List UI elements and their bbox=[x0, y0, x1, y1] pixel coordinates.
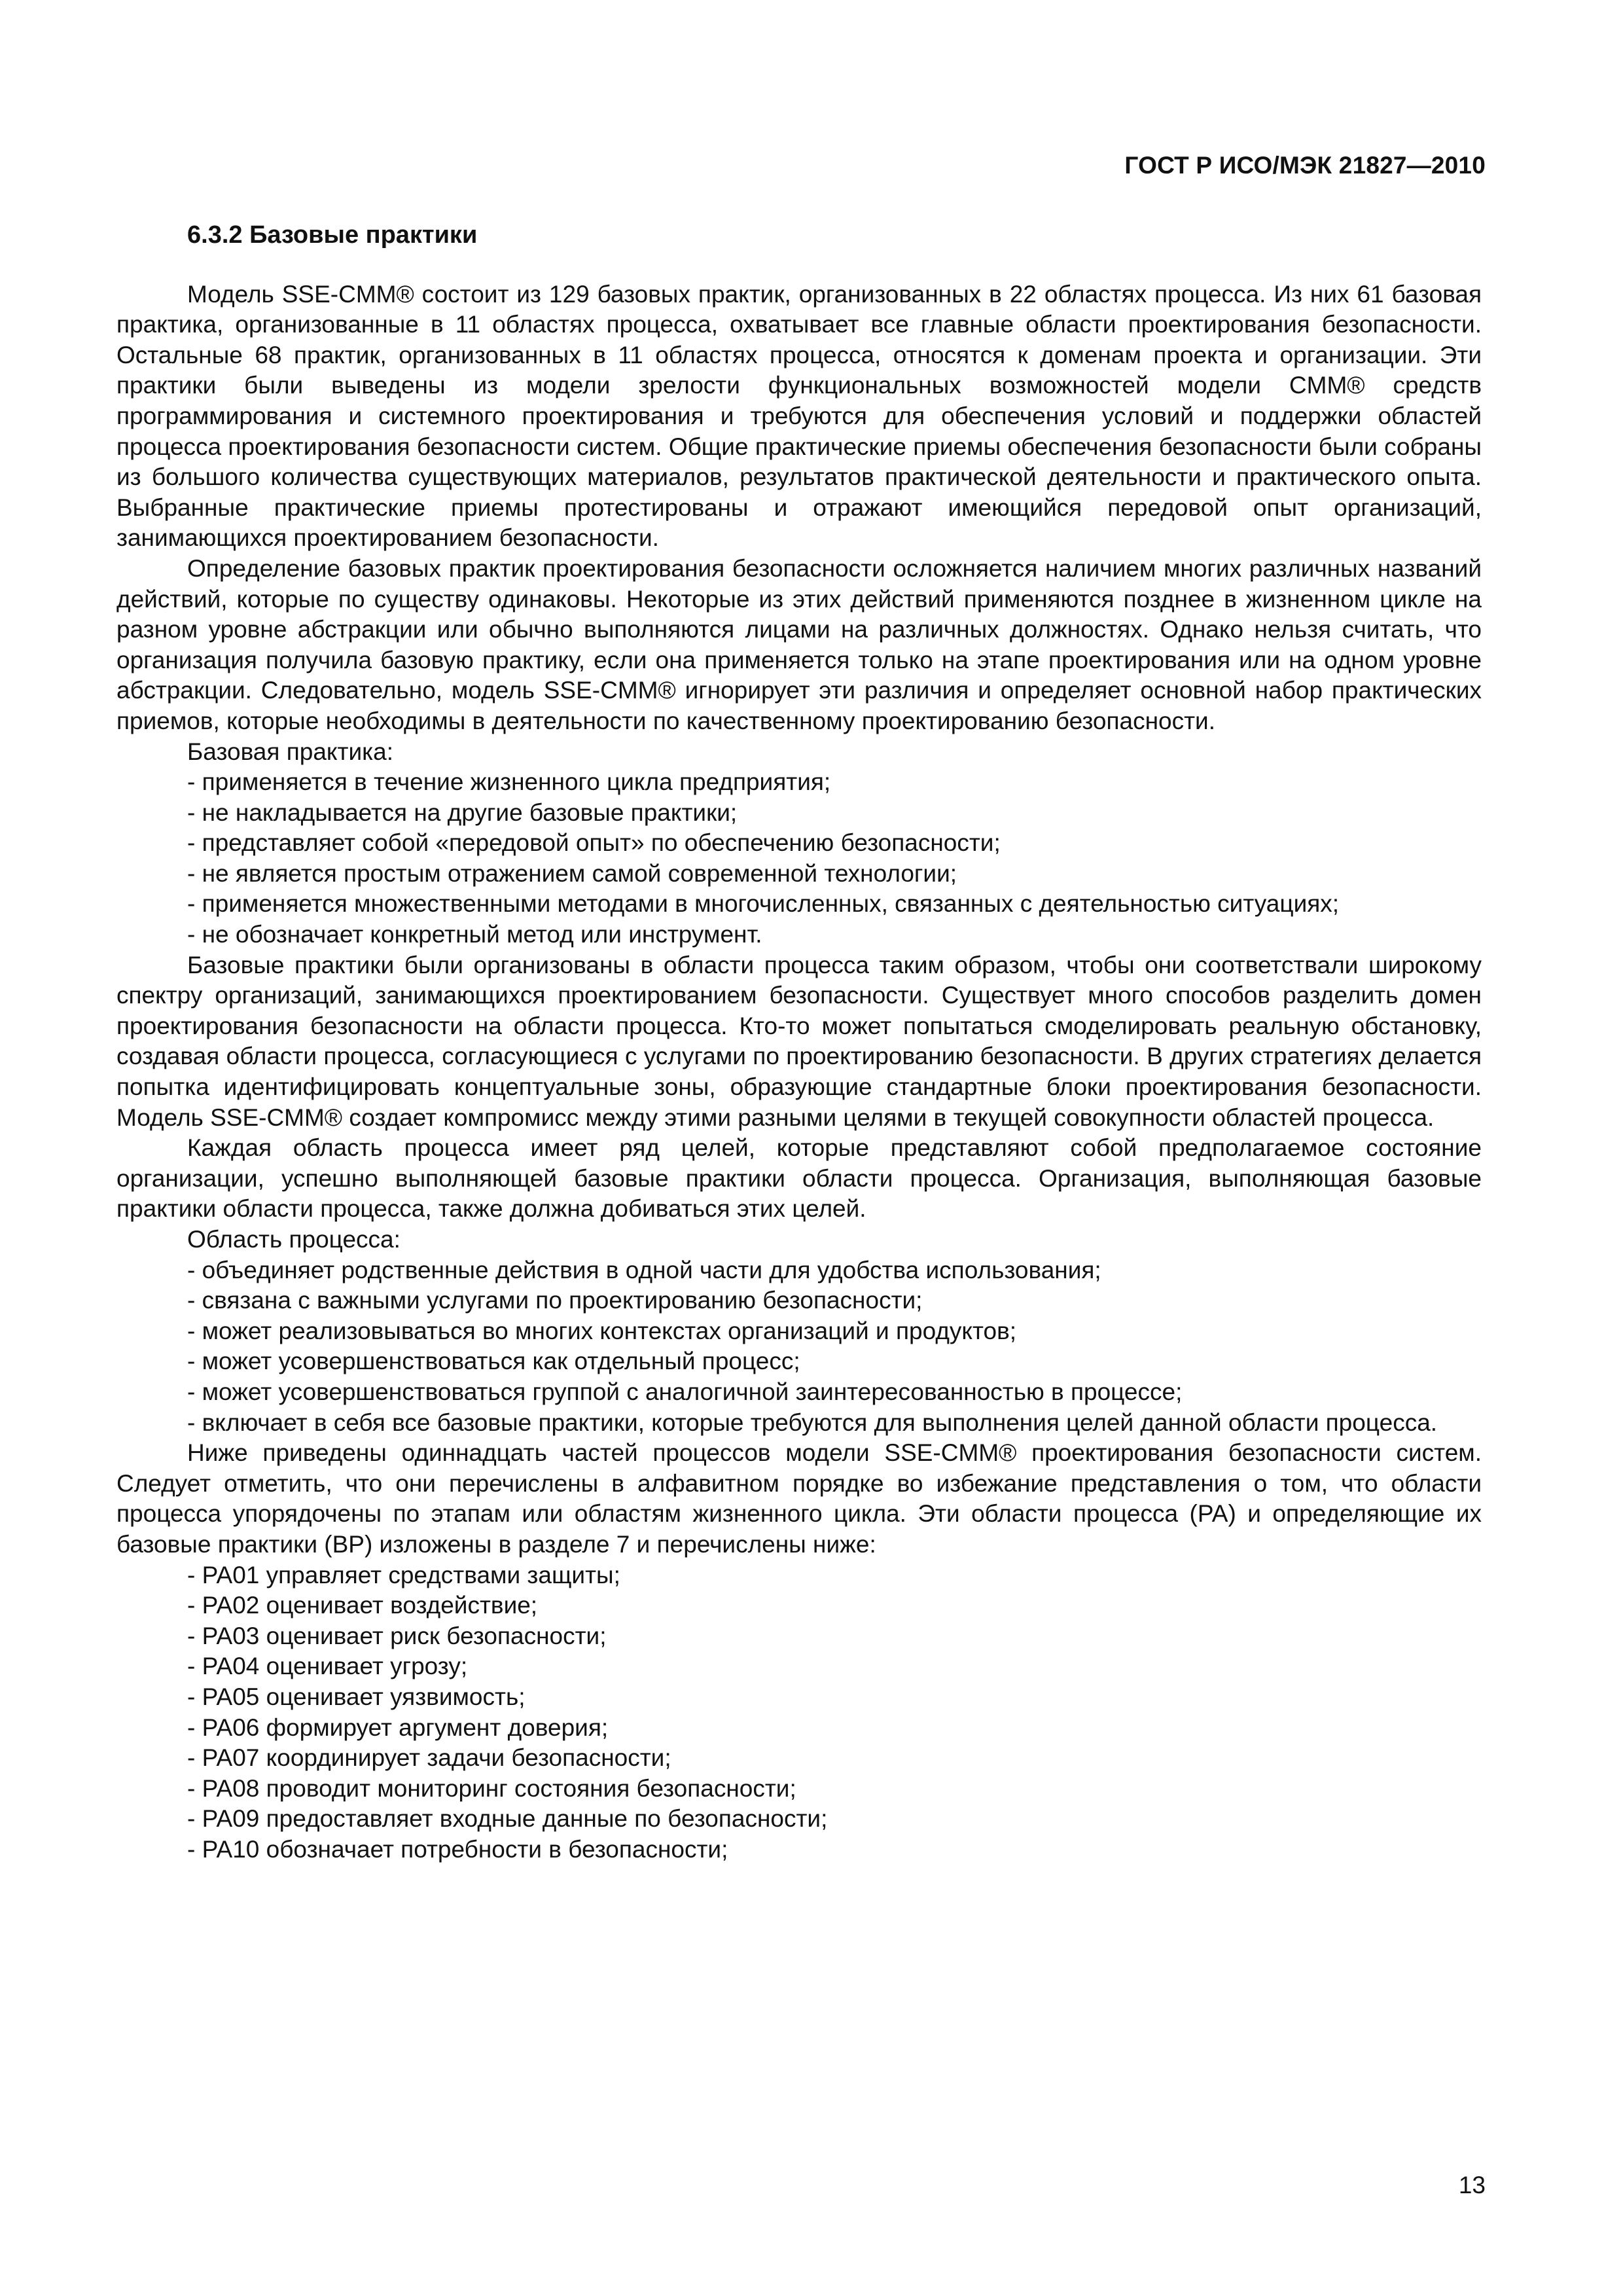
list-item: - объединяет родственные действия в одной части для удобства использования; bbox=[187, 1256, 1101, 1283]
list-item: - PA06 формирует аргумент доверия; bbox=[187, 1713, 609, 1741]
paragraph: Базовые практики были организованы в области процесса таким образом, чтобы они соответствали широкому спектру организаций, занимающихся проектированием безопасности. Существует много способов разделить домен проектирования безопасности на области процесса. Кто-то может попытаться смоделировать реальную обстановку, создавая области процесса, согласующиеся с услугами по проектированию безопасности. В других стратегиях делается попытка идентифицировать концептуальные зоны, образующие стандартные блоки проектирования безопасности. Модель SSE-CMM® создает компромисс между этими разными целями в текущей совокупности областей процесса. bbox=[116, 951, 1482, 1131]
list-intro: Базовая практика: bbox=[187, 738, 393, 765]
list-item: - может усовершенствоваться группой с аналогичной заинтересованностью в процессе; bbox=[187, 1378, 1183, 1405]
paragraph: Модель SSE-CMM® состоит из 129 базовых практик, организованных в 22 областях процесса. Из них 61 базовая практика, организованные в 11 областях процесса, охватывает все главные области проектирования безопасности. Остальные 68 практик, организованных в 11 областях процесса, относятся к доменам проекта и организации. Эти практики были выведены из модели зрелости функциональных возможностей модели CMM® средств программирования и системного проектирования и требуются для обеспечения условий и поддержки областей процесса проектирования безопасности систем. Общие практические приемы обеспечения безопасности были собраны из большого количества существующих материалов, результатов практической деятельности и практического опыта. Выбранные практические приемы протестированы и отражают имеющийся передовой опыт организаций, занимающихся проектированием безопасности. bbox=[116, 280, 1482, 552]
paragraph: Ниже приведены одиннадцать частей процессов модели SSE-CMM® проектирования безопасности систем. Следует отметить, что они перечислены в алфавитном порядке во избежание представления о том, что области процесса упорядочены по этапам или областям жизненного цикла. Эти области процесса (PA) и определяющие их базовые практики (BP) изложены в разделе 7 и перечислены ниже: bbox=[116, 1439, 1482, 1558]
list-item: - PA05 оценивает уязвимость; bbox=[187, 1683, 526, 1710]
process-area-list bbox=[116, 1255, 1482, 1439]
list-item: - не является простым отражением самой современной технологии; bbox=[187, 859, 957, 887]
list-item: - может усовершенствоваться как отдельный процесс; bbox=[187, 1348, 800, 1375]
list-item: - может реализовываться во многих контекстах организаций и продуктов; bbox=[187, 1317, 1017, 1344]
list-item: - PA07 координирует задачи безопасности; bbox=[187, 1744, 671, 1772]
list-item: - PA01 управляет средствами защиты; bbox=[187, 1561, 620, 1588]
list-intro: Область процесса: bbox=[187, 1226, 401, 1253]
list-item: - включает в себя все базовые практики, которые требуются для выполнения целей данной области процесса. bbox=[187, 1408, 1438, 1436]
document-header: ГОСТ Р ИСО/МЭК 21827—2010 bbox=[1124, 152, 1486, 179]
list-item: - PA09 предоставляет входные данные по безопасности; bbox=[187, 1805, 828, 1833]
list-item: - PA04 оценивает угрозу; bbox=[187, 1653, 468, 1680]
pa-list bbox=[116, 1560, 1482, 1865]
paragraph: Определение базовых практик проектирования безопасности осложняется наличием многих различных названий действий, которые по существу одинаковы. Некоторые из этих действий применяются позднее в жизненном цикле на разном уровне абстракции или обычно выполняются лицами на различных должностях. Однако нельзя считать, что организация получила базовую практику, если она применяется только на этапе проектирования или на одном уровне абстракции. Следовательно, модель SSE-CMM® игнорирует эти различия и определяет основной набор практических приемов, которые необходимы в деятельности по качественному проектированию безопасности. bbox=[116, 554, 1482, 734]
list-item: - PA03 оценивает риск безопасности; bbox=[187, 1622, 607, 1649]
list-item: - применяется в течение жизненного цикла предприятия; bbox=[187, 768, 831, 796]
section-title: 6.3.2 Базовые практики bbox=[187, 221, 478, 249]
list-item: - PA10 обозначает потребности в безопасности; bbox=[187, 1835, 728, 1863]
list-item: - применяется множественными методами в многочисленных, связанных с деятельностью ситуациях; bbox=[187, 890, 1340, 918]
list-item: - не обозначает конкретный метод или инструмент. bbox=[187, 921, 762, 948]
page-number: 13 bbox=[1458, 2172, 1486, 2198]
list-item: - PA08 проводит мониторинг состояния безопасности; bbox=[187, 1774, 796, 1802]
list-item: - PA02 оценивает воздействие; bbox=[187, 1592, 538, 1619]
base-practice-list bbox=[116, 767, 1482, 950]
document-body bbox=[116, 220, 1482, 1865]
paragraph: Каждая область процесса имеет ряд целей, которые представляют собой предполагаемое состояние организации, успешно выполняющей базовые практики области процесса. Организация, выполняющая базовые практики области процесса, также должна добиваться этих целей. bbox=[116, 1134, 1482, 1223]
list-item: - связана с важными услугами по проектированию безопасности; bbox=[187, 1287, 923, 1314]
list-item: - представляет собой «передовой опыт» по обеспечению безопасности; bbox=[187, 829, 1001, 857]
list-item: - не накладывается на другие базовые практики; bbox=[187, 798, 738, 826]
